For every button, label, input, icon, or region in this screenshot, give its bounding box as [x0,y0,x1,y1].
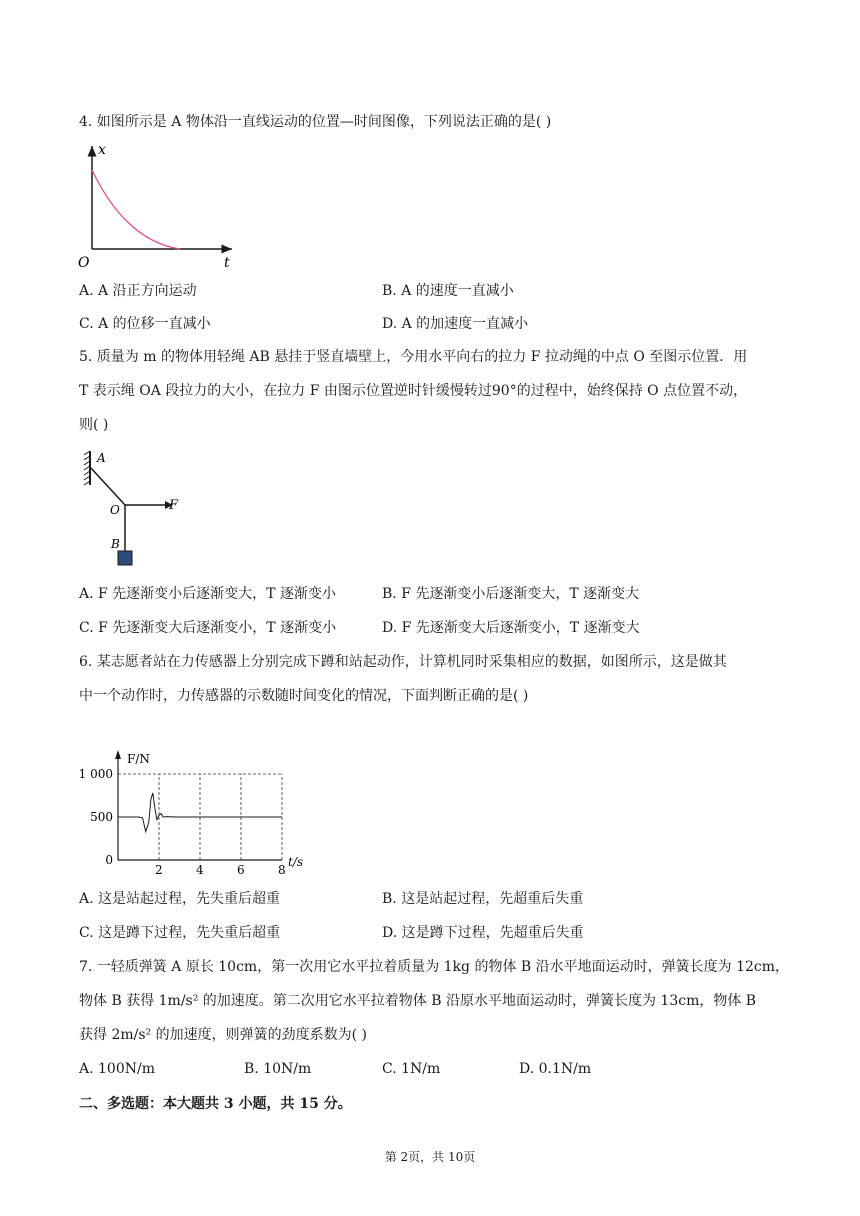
question-6-stem-line-2: 中一个动作时，力传感器的示数随时间变化的情况，下面判断正确的是( ) [79,688,529,704]
q7-option-d: D. 0.1N/m [519,1061,592,1077]
label-f: F [169,498,179,513]
q4-option-b: B. A 的速度一直减小 [382,283,514,299]
q4-option-a: A. A 沿正方向运动 [79,283,197,299]
label-o: O [110,503,120,517]
q7-option-c: C. 1N/m [382,1061,441,1077]
section-title: 二、多选题：本大题共 3 小题，共 15 分。 [79,1096,352,1112]
question-5-stem-line-3: 则( ) [79,417,109,433]
y-tick-label-0: 0 [105,853,113,867]
chart-y-axis-arrow [115,750,121,759]
y-tick-label-1000: 1 000 [78,767,113,781]
x-axis-title: t/s [288,855,304,869]
x-tick-label-8: 8 [278,863,286,877]
q4-option-d: D. A 的加速度一直减小 [382,316,529,332]
position-time-graph [76,140,246,270]
question-7-stem-line-3: 获得 2m/s² 的加速度，则弹簧的劲度系数为( ) [79,1027,367,1043]
q7-option-a: A. 100N/m [79,1061,155,1077]
q5-option-a: A. F 先逐渐变小后逐渐变大，T 逐渐变小 [79,586,336,602]
label-a: A [97,451,106,465]
question-5-stem-line-1: 5. 质量为 m 的物体用轻绳 AB 悬挂于竖直墙壁上，今用水平向右的拉力 F 拉动绳的中点 O 至图示位置．用 [79,349,748,365]
question-4-stem: 4. 如图所示是 A 物体沿一直线运动的位置—时间图像，下列说法正确的是( ) [79,114,552,130]
question-5-stem-line-2: T 表示绳 OA 段拉力的大小，在拉力 F 由图示位置逆时针缓慢转过90°的过程中，始终保持 O 点位置不动， [79,383,748,399]
rope-force-diagram [80,447,190,572]
q6-option-c: C. 这是蹲下过程，先失重后超重 [79,925,281,941]
q7-option-b: B. 10N/m [244,1061,312,1077]
x-tick-label-4: 4 [196,863,204,877]
q5-option-c: C. F 先逐渐变大后逐渐变小，T 逐渐变小 [79,620,337,636]
q5-option-b: B. F 先逐渐变小后逐渐变大，T 逐渐变大 [382,586,640,602]
q6-option-a: A. 这是站起过程，先失重后超重 [79,891,281,907]
label-b: B [111,537,120,551]
x-tick-label-6: 6 [237,863,245,877]
rope-oa [90,467,125,505]
x-tick-label-2: 2 [155,863,163,877]
hanging-block [118,551,132,565]
y-axis-label: x [98,142,106,158]
page-footer: 第 2页，共 10页 [384,1150,476,1164]
force-time-chart [78,745,318,880]
decreasing-curve [92,170,180,249]
origin-label: O [78,255,90,271]
q6-option-d: D. 这是蹲下过程，先超重后失重 [382,925,584,941]
question-7-stem-line-2: 物体 B 获得 1m/s² 的加速度。第二次用它水平拉着物体 B 沿原水平地面运动时，弹簧长度为 13cm，物体 B [79,993,757,1009]
question-6-stem-line-1: 6. 某志愿者站在力传感器上分别完成下蹲和站起动作，计算机同时采集相应的数据，如图所示，这是做其 [79,654,727,670]
y-tick-label-500: 500 [90,810,113,824]
q6-option-b: B. 这是站起过程，先超重后失重 [382,891,584,907]
q4-option-c: C. A 的位移一直减小 [79,316,211,332]
y-axis-title: F/N [127,752,150,766]
question-7-stem-line-1: 7. 一轻质弹簧 A 原长 10cm，第一次用它水平拉着质量为 1kg 的物体 B 沿水平地面运动时，弹簧长度为 12cm， [79,959,790,975]
x-axis-label: t [224,255,230,271]
q5-option-d: D. F 先逐渐变大后逐渐变小，T 逐渐变大 [382,620,640,636]
